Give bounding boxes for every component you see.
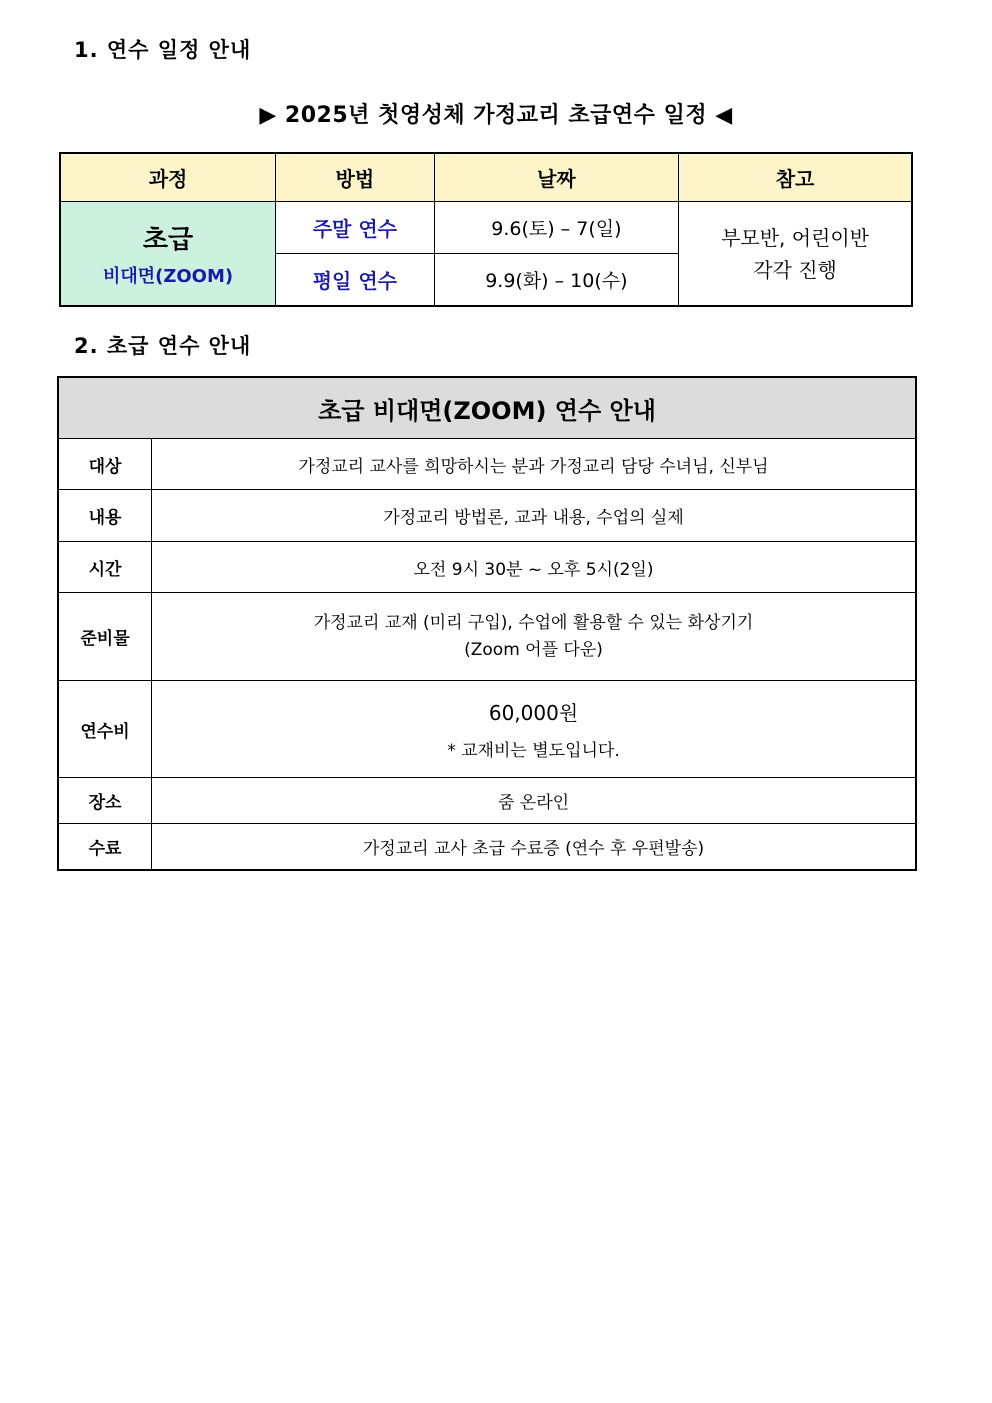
info-row-content [58,490,916,542]
note-line-1: 부모반, 어린이반 [721,225,870,250]
schedule-header-row [60,153,912,202]
course-mode: 비대면(ZOOM) [102,266,234,287]
content-value: 가정교리 방법론, 교과 내용, 수업의 실제 [152,490,917,542]
time-value: 오전 9시 30분 ~ 오후 5시(2일) [152,542,917,593]
method-weekday: 평일 연수 [276,254,435,307]
place-label: 장소 [58,778,152,824]
completion-value: 가정교리 교사 초급 수료증 (연수 후 우편발송) [152,824,917,870]
date-weekday: 9.9(화) – 10(수) [434,254,678,307]
info-row-completion [58,824,916,870]
info-row-place [58,778,916,824]
fee-value [152,681,917,778]
fee-label: 연수비 [58,681,152,778]
section-2-heading: 2. 초급 연수 안내 [74,334,252,358]
prep-value [152,593,917,681]
info-title: 초급 비대면(ZOOM) 연수 안내 [58,377,916,439]
fee-amount: 60,000원 [488,701,579,725]
header-date: 날짜 [434,153,678,202]
schedule-title: ▶ 2025년 첫영성체 가정교리 초급연수 일정 ◀ [259,103,733,128]
header-course: 과정 [60,153,276,202]
section-1-heading: 1. 연수 일정 안내 [74,38,252,62]
schedule-table [59,152,913,307]
prep-line-2: (Zoom 어플 다운) [464,639,603,660]
content-label: 내용 [58,490,152,542]
prep-label: 준비물 [58,593,152,681]
header-method: 방법 [276,153,435,202]
time-label: 시간 [58,542,152,593]
target-label: 대상 [58,439,152,490]
course-cell [60,202,276,307]
header-note: 참고 [679,153,912,202]
note-cell [679,202,912,307]
schedule-row [60,202,912,254]
info-row-fee [58,681,916,778]
course-level: 초급 [142,225,194,255]
info-row-target [58,439,916,490]
info-row-prep [58,593,916,681]
fee-note: * 교재비는 별도입니다. [447,741,620,761]
date-weekend: 9.6(토) – 7(일) [434,202,678,254]
completion-label: 수료 [58,824,152,870]
info-title-row [58,377,916,439]
note-line-2: 각각 진행 [753,257,837,282]
method-weekend: 주말 연수 [276,202,435,254]
target-value: 가정교리 교사를 희망하시는 분과 가정교리 담당 수녀님, 신부님 [152,439,917,490]
info-row-time [58,542,916,593]
prep-line-1: 가정교리 교재 (미리 구입), 수업에 활용할 수 있는 화상기기 [313,612,754,633]
place-value: 줌 온라인 [152,778,917,824]
info-table [57,376,917,871]
